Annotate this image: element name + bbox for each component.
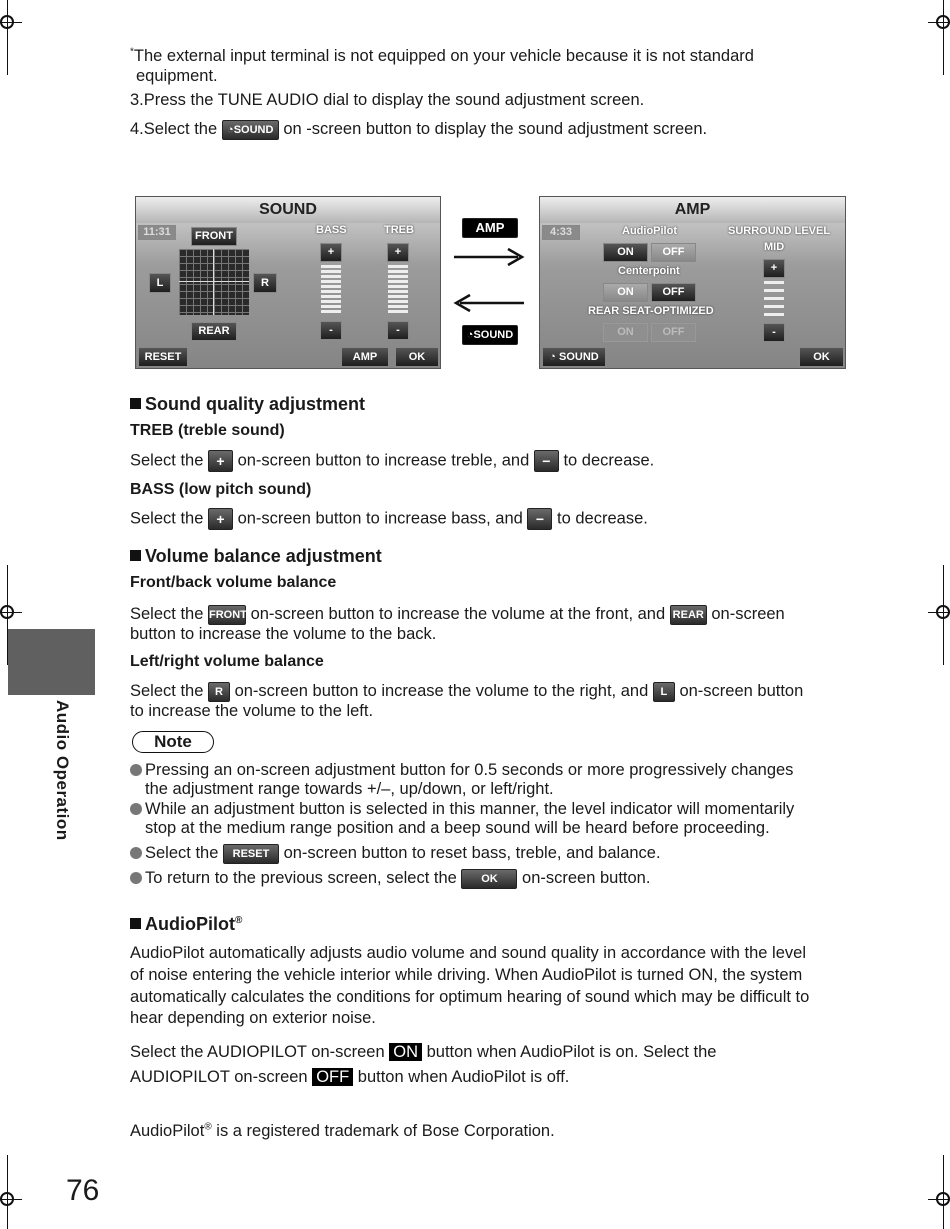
audiopilot-p1-line4: hear depending on exterior noise. xyxy=(130,1009,376,1027)
front-back-heading: Front/back volume balance xyxy=(130,574,337,591)
audiopilot-off-button[interactable]: OFF xyxy=(651,243,696,262)
note-bullet-2: While an adjustment button is selected in this manner, the level indicator will momentarily xyxy=(130,799,794,819)
amp-screen-title: AMP xyxy=(540,197,845,223)
bass-minus-button[interactable]: - xyxy=(320,321,342,340)
treb-plus-button[interactable]: + xyxy=(387,243,409,262)
audiopilot-label: AudioPilot xyxy=(622,225,677,237)
audiopilot-p1-line3: automatically calculates the conditions for optimum hearing of sound which may be difficult to xyxy=(130,988,810,1006)
front-back-text: Select the FRONT on-screen button to increase the volume at the front, and REAR on-screen xyxy=(130,605,785,623)
treb-heading: TREB (treble sound) xyxy=(130,422,285,439)
sound-screen-title: SOUND xyxy=(136,197,440,223)
note-label: Note xyxy=(132,731,214,753)
rear-seat-label: REAR SEAT-OPTIMIZED xyxy=(588,305,714,317)
surround-minus-button[interactable]: - xyxy=(763,323,785,342)
bass-plus-button[interactable]: + xyxy=(320,243,342,262)
amp-button[interactable]: AMP xyxy=(341,347,389,367)
clock: 4:33 xyxy=(542,225,580,240)
note-bullet-4: To return to the previous screen, select the OK on-screen button. xyxy=(130,868,650,889)
audiopilot-p1-line2: of noise entering the vehicle interior while driving. When AudioPilot is turned ON, the system xyxy=(130,966,803,984)
note-bullet-1: Pressing an on-screen adjustment button for 0.5 seconds or more progressively changes xyxy=(130,760,793,780)
bullet-icon xyxy=(130,803,142,815)
left-right-heading: Left/right volume balance xyxy=(130,653,324,670)
centerpoint-off-button[interactable]: OFF xyxy=(651,283,696,302)
sound-quality-heading: Sound quality adjustment xyxy=(130,394,365,415)
footnote-line2: equipment. xyxy=(136,67,218,85)
rear-seat-off-button[interactable]: OFF xyxy=(651,323,696,342)
left-right-text: Select the R on-screen button to increase the volume to the right, and L on-screen button xyxy=(130,682,804,700)
footnote-line1: *The external input terminal is not equipped on your vehicle because it is not standard xyxy=(130,46,754,65)
reset-button-icon: RESET xyxy=(223,844,279,864)
minus-icon: − xyxy=(534,450,559,472)
right-button[interactable]: R xyxy=(253,273,277,293)
left-button[interactable]: L xyxy=(149,273,171,293)
note-bullet-2-line2: stop at the medium range position and a beep sound will be heard before proceeding. xyxy=(145,819,770,837)
treb-label: TREB xyxy=(384,224,414,236)
amp-transition-button: AMP xyxy=(462,218,518,238)
rear-button[interactable]: REAR xyxy=(191,322,237,341)
front-button[interactable]: FRONT xyxy=(191,227,237,246)
audiopilot-p2: Select the AUDIOPILOT on-screen ON button when AudioPilot is on. Select the xyxy=(130,1043,717,1061)
front-button-icon: FRONT xyxy=(208,605,246,625)
ok-button-icon: OK xyxy=(461,869,517,889)
volume-balance-heading: Volume balance adjustment xyxy=(130,546,382,567)
right-button-icon: R xyxy=(208,682,230,702)
step-4: 4.Select the ◔SOUND on -screen button to display the sound adjustment screen. xyxy=(130,120,708,138)
off-label: OFF xyxy=(312,1068,353,1086)
bullet-icon xyxy=(130,872,142,884)
treb-text: Select the + on-screen button to increase treble, and − to decrease. xyxy=(130,450,654,472)
sound-screen xyxy=(135,196,441,369)
ok-button[interactable]: OK xyxy=(395,347,439,367)
sound-button-icon: ◔SOUND xyxy=(222,120,279,140)
bass-text: Select the + on-screen button to increase bass, and − to decrease. xyxy=(130,508,648,530)
centerpoint-label: Centerpoint xyxy=(618,265,680,277)
page-number: 76 xyxy=(66,1174,100,1207)
trademark-note: AudioPilot® is a registered trademark of Bose Corporation. xyxy=(130,1121,555,1140)
note-bullet-1-line2: the adjustment range towards +/–, up/down, or left/right. xyxy=(145,780,554,798)
treb-meter xyxy=(388,265,408,315)
audiopilot-on-button[interactable]: ON xyxy=(603,243,648,262)
audiopilot-p3: AUDIOPILOT on-screen OFF button when AudioPilot is off. xyxy=(130,1068,570,1086)
surround-plus-button[interactable]: + xyxy=(763,259,785,278)
sound-button[interactable]: ◔ SOUND xyxy=(542,347,606,367)
bass-label: BASS xyxy=(316,224,347,236)
step-3: 3.Press the TUNE AUDIO dial to display the sound adjustment screen. xyxy=(130,91,645,109)
minus-icon: − xyxy=(527,508,552,530)
audiopilot-heading: AudioPilot® xyxy=(130,914,242,935)
section-tab xyxy=(8,629,95,695)
plus-icon: + xyxy=(208,508,233,530)
balance-grid xyxy=(179,249,249,315)
section-label: Audio Operation xyxy=(53,700,72,841)
ok-button[interactable]: OK xyxy=(799,347,844,367)
surround-level-label: SURROUND LEVEL xyxy=(728,225,831,237)
mid-label: MID xyxy=(764,241,785,253)
audiopilot-p1-line1: AudioPilot automatically adjusts audio volume and sound quality in accordance with the level xyxy=(130,944,806,962)
bullet-icon xyxy=(130,847,142,859)
clock: 11:31 xyxy=(138,225,176,240)
note-bullet-3: Select the RESET on-screen button to reset bass, treble, and balance. xyxy=(130,843,661,864)
front-back-text-line2: button to increase the volume to the back. xyxy=(130,625,437,643)
sound-transition-button: ◔SOUND xyxy=(462,325,518,345)
bass-meter xyxy=(321,265,341,315)
on-label: ON xyxy=(389,1043,422,1061)
surround-meter xyxy=(764,281,784,321)
left-right-text-line2: to increase the volume to the left. xyxy=(130,702,374,720)
left-button-icon: L xyxy=(653,682,675,702)
bass-heading: BASS (low pitch sound) xyxy=(130,481,312,498)
rear-seat-on-button[interactable]: ON xyxy=(603,323,648,342)
treb-minus-button[interactable]: - xyxy=(387,321,409,340)
rear-button-icon: REAR xyxy=(670,605,707,625)
centerpoint-on-button[interactable]: ON xyxy=(603,283,648,302)
amp-screen xyxy=(539,196,846,369)
transition-arrows xyxy=(452,246,526,316)
bullet-icon xyxy=(130,764,142,776)
reset-button[interactable]: RESET xyxy=(138,347,188,367)
plus-icon: + xyxy=(208,450,233,472)
